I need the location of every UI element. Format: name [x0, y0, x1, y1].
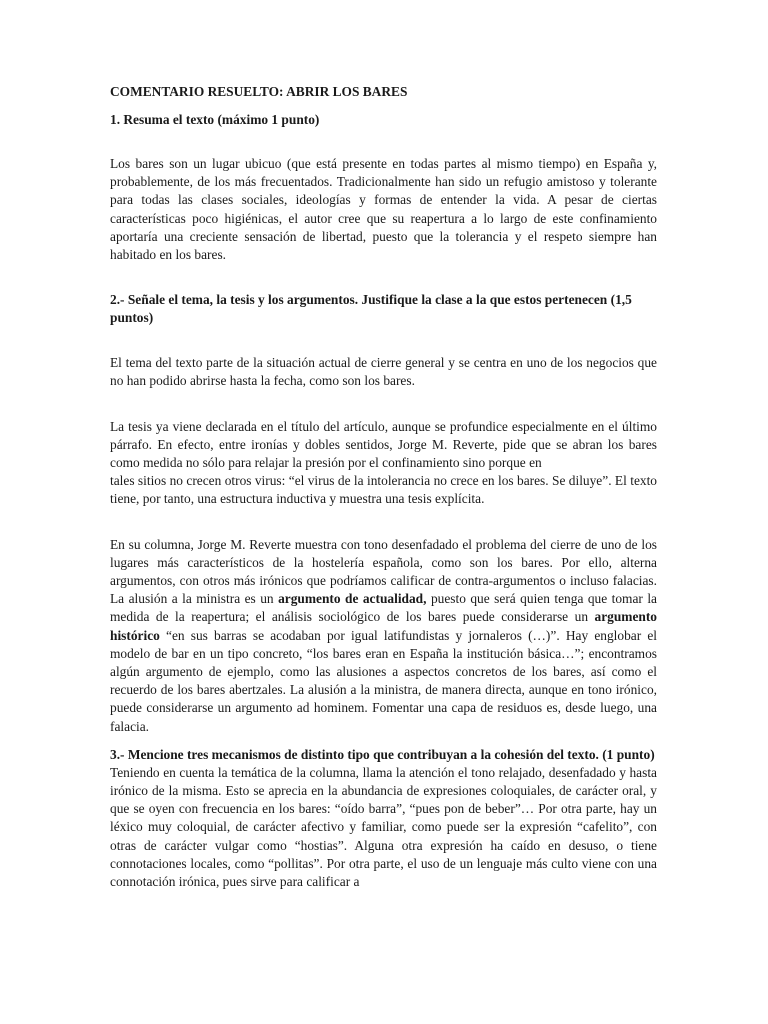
thesis-paragraph: [110, 418, 657, 509]
summary-paragraph: Los bares son un lugar ubicuo (que está presente en todas partes al mismo tiempo) en España y, probablemente, de los más frecuentados. Tradicionalmente han sido un refugio amistoso y tolerante para todas las clases sociales, ideologías y formas de entender la vida. A pesar de ciertas características poco higiénicas, el autor cree que su reapertura a lo largo de este confinamiento aportaría una creciente sensación de libertad, puesto que la tolerancia y el respeto siempre han habitado en los bares.: [110, 156, 657, 263]
arguments-text-part-2: puesto que será quien tenga que tomar la medida de la reapertura; el análisis sociológico de los bares puede considerarse un: [110, 591, 657, 625]
argument-type-actualidad: argumento de actualidad,: [278, 591, 427, 607]
question-2-heading: 2.- Señale el tema, la tesis y los argumentos. Justifique la clase a la que estos pertenecen (1,5 puntos): [110, 292, 632, 326]
arguments-text-part-3: “en sus barras se acodaban por igual latifundistas y jornaleros (…)”. Hay englobar el modelo de bar en un tipo concreto, “los bares eran en España la institución básica…”; encontramos algún argumento de ejemplo, como las alusiones a aspectos concretos de los bares, así como el recuerdo de los bares abertzales. La alusión a la ministra, de manera directa, aunque en tono irónico, puede considerarse un argumento ad hominem. Fomentar una capa de residuos es, desde luego, una falacia.: [110, 627, 657, 734]
arguments-text-part-1: En su columna, Jorge M. Reverte muestra con tono desenfadado el problema del cierre de uno de los lugares más característicos de la hostelería española, como son los bares. Por ello, alterna argumentos, con otros más irónicos que podríamos calificar de contra-argumentos o incluso falacias. La alusión a la ministra es un: [110, 536, 657, 607]
document-body: [110, 83, 657, 891]
cohesion-paragraph: Teniendo en cuenta la temática de la columna, llama la atención el tono relajado, desenfadado y hasta irónico de la misma. Esto se aprecia en la abundancia de expresiones coloquiales, de carácter oral, y que se oyen con frecuencia en los bares: “oído barra”, “pues pon de beber”… Por otra parte, hay un léxico muy coloquial, de carácter afectivo y familiar, como puede ser la expresión “cafelito”, con otras de carácter vulgar como “hostias”. Alguna otra expresión ha caído en desuso, o tiene connotaciones locales, como “pollitas”. Por otra parte, el uso de un lenguaje más culto viene con una connotación irónica, pues sirve para calificar a: [110, 764, 657, 890]
question-1-heading: 1. Resuma el texto (máximo 1 punto): [110, 112, 320, 127]
question-3-heading: 3.- Mencione tres mecanismos de distinto tipo que contribuyan a la cohesión del texto. (1 punto): [110, 746, 655, 762]
thesis-text-part-2: tales sitios no crecen otros virus: “el virus de la intolerancia no crece en los bares. Se diluye”. El texto tiene, por tanto, una estructura inductiva y muestra una tesis explícita.: [110, 473, 657, 507]
arguments-paragraph: [110, 536, 657, 736]
document-title: COMENTARIO RESUELTO: ABRIR LOS BARES: [110, 84, 408, 99]
argument-type-historico: argumento histórico: [110, 609, 657, 643]
topic-paragraph: El tema del texto parte de la situación actual de cierre general y se centra en uno de los negocios que no han podido abrirse hasta la fecha, como son los bares.: [110, 355, 657, 389]
thesis-text-part-1: La tesis ya viene declarada en el título del artículo, aunque se profundice especialmente en el último párrafo. En efecto, entre ironías y dobles sentidos, Jorge M. Reverte, pide que se abran los bares como medida no sólo para relajar la presión por el confinamiento sino porque en: [110, 418, 657, 471]
